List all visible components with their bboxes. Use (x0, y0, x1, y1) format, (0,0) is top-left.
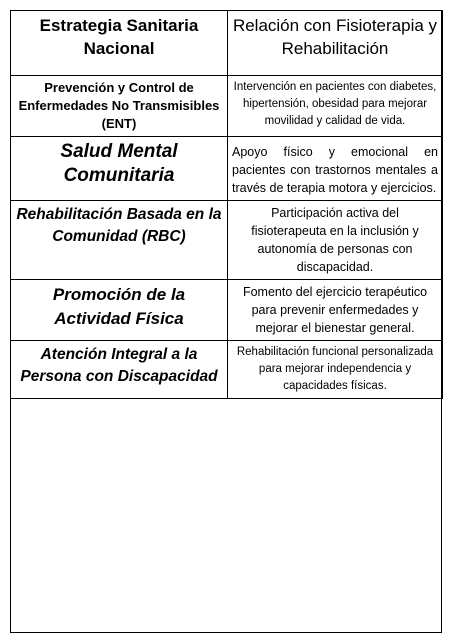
strategy-cell: Salud Mental Comunitaria (11, 137, 228, 201)
relation-cell: Rehabilitación funcional personalizada para mejorar independencia y capacidades físicas. (228, 341, 443, 399)
table-row (11, 280, 443, 341)
table-row (11, 341, 443, 399)
strategy-table (10, 10, 443, 399)
strategy-cell: Rehabilitación Basada en la Comunidad (RBC) (11, 201, 228, 280)
header-strategy-cell: Estrategia Sanitaria Nacional (11, 11, 228, 76)
strategy-cell: Promoción de la Actividad Física (11, 280, 228, 341)
table-row (11, 201, 443, 280)
relation-cell: Fomento del ejercicio terapéutico para prevenir enfermedades y mejorar el bienestar general. (228, 280, 443, 341)
strategy-cell: Prevención y Control de Enfermedades No Transmisibles (ENT) (11, 76, 228, 137)
relation-cell: Participación activa del fisioterapeuta en la inclusión y autonomía de personas con discapacidad. (228, 201, 443, 280)
table-header-row (11, 11, 443, 76)
relation-cell: Intervención en pacientes con diabetes, hipertensión, obesidad para mejorar movilidad y calidad de vida. (228, 76, 443, 137)
header-relation-cell: Relación con Fisioterapia y Rehabilitación (228, 11, 443, 76)
table-row (11, 137, 443, 201)
strategy-cell: Atención Integral a la Persona con Discapacidad (11, 341, 228, 399)
relation-cell: Apoyo físico y emocional en pacientes con trastornos mentales a través de terapia motora y ejercicios. (228, 137, 443, 201)
table-row (11, 76, 443, 137)
